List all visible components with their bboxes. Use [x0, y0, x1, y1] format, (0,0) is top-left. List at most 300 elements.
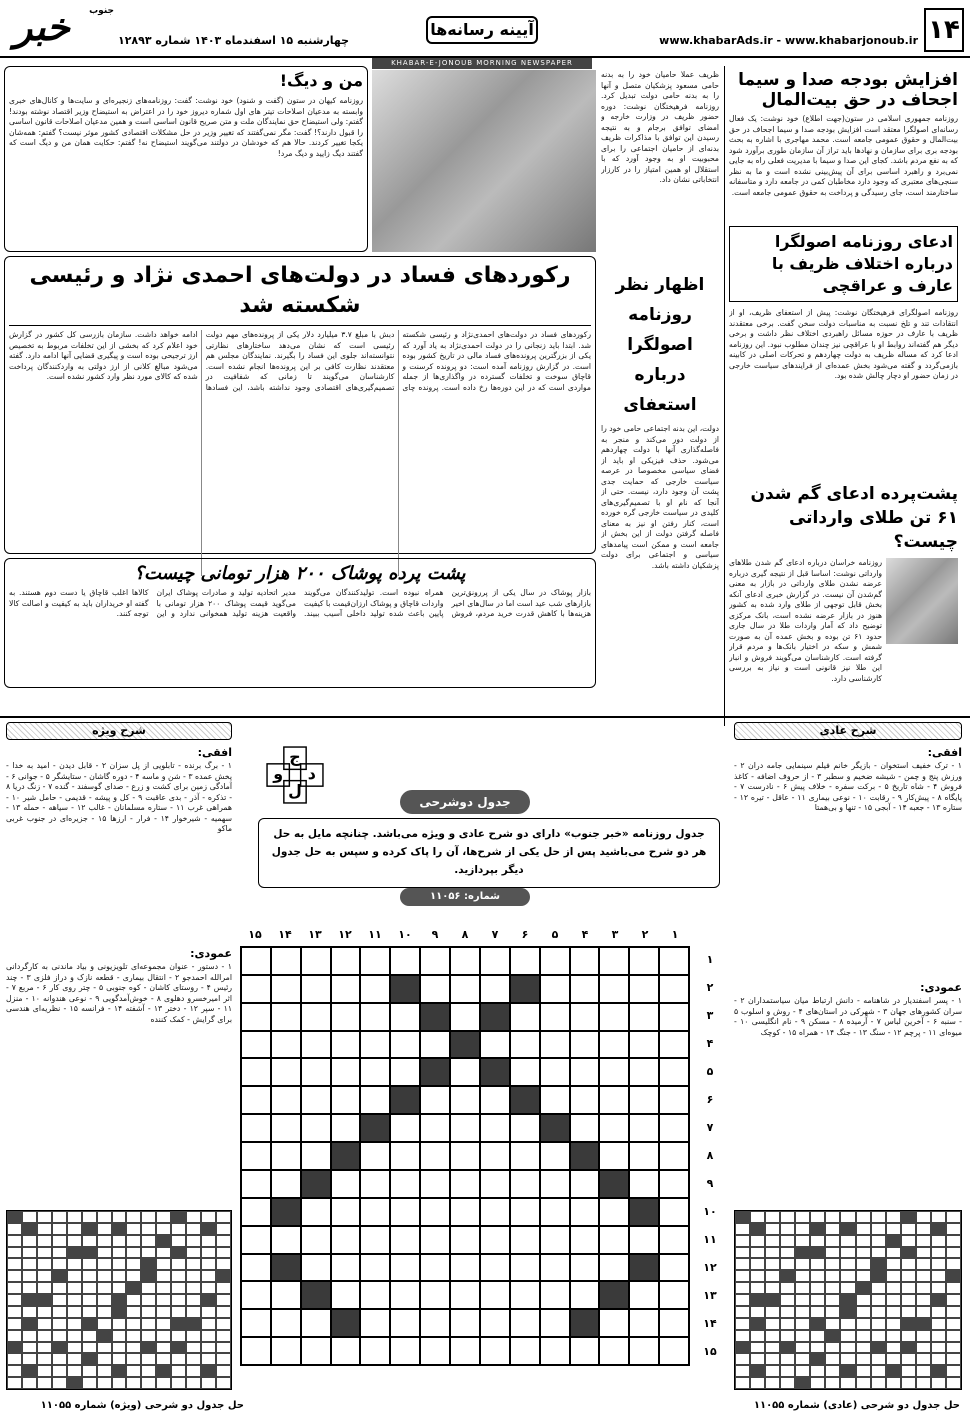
row-number: ۵	[706, 1065, 714, 1078]
grid-cell[interactable]	[659, 1309, 689, 1337]
grid-cell[interactable]	[540, 1198, 570, 1226]
mini-cell	[735, 1282, 750, 1294]
grid-cell[interactable]	[510, 1198, 540, 1226]
grid-cell[interactable]	[659, 1226, 689, 1254]
mini-cell	[795, 1342, 810, 1354]
mini-cell	[856, 1318, 871, 1330]
mini-cell	[37, 1306, 52, 1318]
mini-cell	[810, 1235, 825, 1247]
mini-cell	[856, 1294, 871, 1306]
grid-cell[interactable]	[390, 947, 420, 975]
mini-cell	[871, 1211, 886, 1223]
grid-cell[interactable]	[301, 1254, 331, 1282]
grid-cell[interactable]	[659, 1114, 689, 1142]
grid-cell[interactable]	[331, 1170, 361, 1198]
grid-cell[interactable]	[450, 1170, 480, 1198]
grid-cell[interactable]	[480, 947, 510, 975]
grid-cell[interactable]	[659, 1198, 689, 1226]
mini-cell	[112, 1211, 127, 1223]
mini-cell	[871, 1306, 886, 1318]
mini-cell	[22, 1377, 37, 1389]
grid-cell[interactable]	[450, 1058, 480, 1086]
grid-cell[interactable]	[241, 1170, 271, 1198]
grid-cell[interactable]	[450, 1142, 480, 1170]
mini-block	[901, 1247, 916, 1259]
grid-cell[interactable]	[450, 1114, 480, 1142]
grid-cell[interactable]	[659, 1058, 689, 1086]
grid-cell[interactable]	[241, 1337, 271, 1365]
mini-cell	[901, 1353, 916, 1365]
grid-cell[interactable]	[599, 1142, 629, 1170]
mini-block	[67, 1377, 82, 1389]
grid-cell[interactable]	[510, 1309, 540, 1337]
mini-cell	[901, 1294, 916, 1306]
grid-cell[interactable]	[510, 1170, 540, 1198]
mini-cell	[780, 1294, 795, 1306]
grid-cell[interactable]	[510, 1281, 540, 1309]
grid-cell[interactable]	[540, 1337, 570, 1365]
grid-cell[interactable]	[301, 947, 331, 975]
mini-cell	[171, 1377, 186, 1389]
grid-cell[interactable]	[360, 1086, 390, 1114]
grid-cell[interactable]	[271, 1281, 301, 1309]
grid-cell[interactable]	[390, 1254, 420, 1282]
grid-cell[interactable]	[629, 1142, 659, 1170]
mini-cell	[97, 1223, 112, 1235]
grid-cell[interactable]	[360, 1226, 390, 1254]
grid-cell[interactable]	[420, 1309, 450, 1337]
grid-cell[interactable]	[599, 1086, 629, 1114]
grid-cell[interactable]	[540, 1226, 570, 1254]
grid-cell[interactable]	[480, 1198, 510, 1226]
grid-cell[interactable]	[659, 1254, 689, 1282]
grid-block	[629, 1198, 659, 1226]
grid-cell[interactable]	[241, 1309, 271, 1337]
grid-cell[interactable]	[510, 1114, 540, 1142]
grid-cell[interactable]	[420, 1281, 450, 1309]
grid-cell[interactable]	[540, 1003, 570, 1031]
mini-block	[765, 1294, 780, 1306]
grid-cell[interactable]	[241, 1254, 271, 1282]
grid-cell[interactable]	[420, 1170, 450, 1198]
mini-cell	[52, 1365, 67, 1377]
grid-cell[interactable]	[570, 1281, 600, 1309]
grid-cell[interactable]	[570, 1226, 600, 1254]
grid-cell[interactable]	[480, 1031, 510, 1059]
grid-cell[interactable]	[480, 1309, 510, 1337]
grid-cell[interactable]	[659, 1337, 689, 1365]
grid-cell[interactable]	[331, 1254, 361, 1282]
grid-cell[interactable]	[480, 1170, 510, 1198]
mini-cell	[810, 1342, 825, 1354]
grid-cell[interactable]	[450, 1281, 480, 1309]
mini-cell	[871, 1294, 886, 1306]
grid-cell[interactable]	[659, 1086, 689, 1114]
grid-cell[interactable]	[331, 1031, 361, 1059]
grid-cell[interactable]	[510, 1226, 540, 1254]
mini-cell	[840, 1211, 855, 1223]
column-number: ۱	[671, 928, 679, 941]
mini-cell	[871, 1235, 886, 1247]
grid-cell[interactable]	[659, 1281, 689, 1309]
logo-letter: ج	[283, 746, 307, 770]
grid-cell[interactable]	[241, 1031, 271, 1059]
mini-cell	[186, 1330, 201, 1342]
grid-cell[interactable]	[271, 1309, 301, 1337]
grid-cell[interactable]	[570, 1337, 600, 1365]
grid-cell[interactable]	[390, 1281, 420, 1309]
grid-cell[interactable]	[241, 1058, 271, 1086]
mini-block	[735, 1211, 750, 1223]
grid-cell[interactable]	[360, 1281, 390, 1309]
grid-cell[interactable]	[629, 1337, 659, 1365]
grid-cell[interactable]	[510, 1003, 540, 1031]
grid-cell[interactable]	[629, 1170, 659, 1198]
grid-cell[interactable]	[629, 1309, 659, 1337]
grid-cell[interactable]	[540, 1254, 570, 1282]
grid-cell[interactable]	[241, 975, 271, 1003]
grid-cell[interactable]	[540, 1142, 570, 1170]
grid-cell[interactable]	[241, 1198, 271, 1226]
grid-cell[interactable]	[450, 1309, 480, 1337]
mini-cell	[67, 1318, 82, 1330]
grid-cell[interactable]	[360, 1170, 390, 1198]
grid-block	[301, 1281, 331, 1309]
grid-cell[interactable]	[480, 1142, 510, 1170]
grid-cell[interactable]	[599, 1058, 629, 1086]
grid-cell[interactable]	[480, 1337, 510, 1365]
grid-cell[interactable]	[510, 1337, 540, 1365]
mini-block	[795, 1247, 810, 1259]
grid-cell[interactable]	[301, 1142, 331, 1170]
grid-cell[interactable]	[659, 1170, 689, 1198]
grid-cell[interactable]	[599, 1198, 629, 1226]
grid-cell[interactable]	[241, 1226, 271, 1254]
mini-block	[856, 1282, 871, 1294]
grid-cell[interactable]	[301, 1003, 331, 1031]
grid-cell[interactable]	[570, 1114, 600, 1142]
grid-cell[interactable]	[390, 1003, 420, 1031]
grid-cell[interactable]	[360, 1003, 390, 1031]
grid-cell[interactable]	[360, 947, 390, 975]
mini-cell	[126, 1318, 141, 1330]
grid-cell[interactable]	[390, 1309, 420, 1337]
grid-cell[interactable]	[271, 1086, 301, 1114]
grid-cell[interactable]	[570, 1003, 600, 1031]
grid-cell[interactable]	[480, 1086, 510, 1114]
grid-cell[interactable]	[570, 1058, 600, 1086]
grid-cell[interactable]	[301, 975, 331, 1003]
mini-cell	[171, 1282, 186, 1294]
mini-cell	[916, 1306, 931, 1318]
mini-cell	[156, 1377, 171, 1389]
mini-cell	[840, 1282, 855, 1294]
grid-cell[interactable]	[540, 1281, 570, 1309]
grid-cell[interactable]	[599, 1337, 629, 1365]
grid-cell[interactable]	[510, 1142, 540, 1170]
grid-cell[interactable]	[570, 947, 600, 975]
grid-cell[interactable]	[420, 1114, 450, 1142]
grid-cell[interactable]	[450, 1254, 480, 1282]
grid-cell[interactable]	[450, 1226, 480, 1254]
grid-cell[interactable]	[659, 1031, 689, 1059]
mini-block	[840, 1365, 855, 1377]
mini-cell	[780, 1306, 795, 1318]
grid-cell[interactable]	[271, 1003, 301, 1031]
grid-cell[interactable]	[301, 1309, 331, 1337]
grid-cell[interactable]	[599, 1114, 629, 1142]
grid-cell[interactable]	[241, 1114, 271, 1142]
grid-cell[interactable]	[659, 975, 689, 1003]
mini-cell	[871, 1365, 886, 1377]
mini-cell	[916, 1211, 931, 1223]
grid-cell[interactable]	[450, 1198, 480, 1226]
mini-cell	[67, 1282, 82, 1294]
grid-cell[interactable]	[241, 1003, 271, 1031]
grid-cell[interactable]	[420, 1337, 450, 1365]
grid-cell[interactable]	[331, 1086, 361, 1114]
mini-cell	[156, 1330, 171, 1342]
grid-cell[interactable]	[540, 1031, 570, 1059]
grid-cell[interactable]	[480, 1226, 510, 1254]
grid-cell[interactable]	[420, 1086, 450, 1114]
grid-cell[interactable]	[271, 1142, 301, 1170]
mini-cell	[780, 1318, 795, 1330]
grid-cell[interactable]	[420, 1142, 450, 1170]
mini-cell	[141, 1306, 156, 1318]
grid-cell[interactable]	[390, 1198, 420, 1226]
grid-cell[interactable]	[599, 1226, 629, 1254]
grid-cell[interactable]	[331, 975, 361, 1003]
grid-cell[interactable]	[629, 1114, 659, 1142]
grid-cell[interactable]	[420, 1198, 450, 1226]
grid-cell[interactable]	[570, 1031, 600, 1059]
grid-cell[interactable]	[540, 947, 570, 975]
site-url[interactable]: www.khabarAds.ir - www.khabarjonoub.ir	[659, 34, 918, 47]
grid-cell[interactable]	[599, 1309, 629, 1337]
mini-cell	[856, 1377, 871, 1389]
grid-cell[interactable]	[510, 1254, 540, 1282]
grid-cell[interactable]	[420, 947, 450, 975]
column-number: ۴	[581, 928, 589, 941]
grid-cell[interactable]	[540, 1058, 570, 1086]
mini-cell	[126, 1270, 141, 1282]
grid-cell[interactable]	[301, 1031, 331, 1059]
grid-cell[interactable]	[629, 1031, 659, 1059]
mini-cell	[886, 1330, 901, 1342]
mini-cell	[7, 1235, 22, 1247]
mini-block	[126, 1282, 141, 1294]
mini-cell	[916, 1353, 931, 1365]
grid-cell[interactable]	[540, 1170, 570, 1198]
grid-cell[interactable]	[540, 1309, 570, 1337]
grid-cell[interactable]	[420, 975, 450, 1003]
grid-cell[interactable]	[331, 1337, 361, 1365]
mini-cell	[765, 1211, 780, 1223]
grid-cell[interactable]	[360, 1058, 390, 1086]
grid-cell[interactable]	[570, 1170, 600, 1198]
mini-block	[750, 1223, 765, 1235]
mini-cell	[795, 1282, 810, 1294]
grid-cell[interactable]	[301, 1226, 331, 1254]
grid-cell[interactable]	[331, 1114, 361, 1142]
grid-cell[interactable]	[331, 1058, 361, 1086]
grid-cell[interactable]	[450, 1337, 480, 1365]
grid-cell[interactable]	[599, 1003, 629, 1031]
grid-cell[interactable]	[331, 1226, 361, 1254]
grid-cell[interactable]	[659, 947, 689, 975]
grid-cell[interactable]	[271, 947, 301, 975]
grid-cell[interactable]	[271, 1170, 301, 1198]
grid-cell[interactable]	[570, 975, 600, 1003]
grid-cell[interactable]	[241, 1086, 271, 1114]
mini-cell	[825, 1294, 840, 1306]
mini-block	[186, 1318, 201, 1330]
mini-cell	[886, 1294, 901, 1306]
mini-cell	[946, 1330, 961, 1342]
grid-cell[interactable]	[629, 975, 659, 1003]
mini-cell	[186, 1306, 201, 1318]
grid-cell[interactable]	[450, 947, 480, 975]
grid-cell[interactable]	[331, 1198, 361, 1226]
grid-cell[interactable]	[450, 1003, 480, 1031]
row-number: ۸	[706, 1149, 714, 1162]
mini-block	[67, 1247, 82, 1259]
grid-cell[interactable]	[271, 1337, 301, 1365]
mini-cell	[795, 1306, 810, 1318]
grid-cell[interactable]	[360, 1198, 390, 1226]
grid-cell[interactable]	[360, 1337, 390, 1365]
grid-block	[331, 1309, 361, 1337]
grid-cell[interactable]	[271, 1226, 301, 1254]
grid-cell[interactable]	[390, 1114, 420, 1142]
mini-cell	[7, 1377, 22, 1389]
grid-cell[interactable]	[360, 1254, 390, 1282]
grid-cell[interactable]	[271, 975, 301, 1003]
grid-cell[interactable]	[420, 1226, 450, 1254]
grid-cell[interactable]	[450, 975, 480, 1003]
grid-cell[interactable]	[599, 947, 629, 975]
grid-cell[interactable]	[390, 1337, 420, 1365]
mini-cell	[52, 1223, 67, 1235]
grid-cell[interactable]	[301, 1337, 331, 1365]
grid-cell[interactable]	[540, 975, 570, 1003]
grid-cell[interactable]	[480, 1281, 510, 1309]
mini-cell	[97, 1294, 112, 1306]
grid-cell[interactable]	[390, 1170, 420, 1198]
grid-cell[interactable]	[360, 1031, 390, 1059]
grid-cell[interactable]	[599, 1031, 629, 1059]
main-story	[4, 256, 596, 554]
mini-cell	[52, 1211, 67, 1223]
grid-cell[interactable]	[570, 1198, 600, 1226]
mini-cell	[765, 1377, 780, 1389]
mini-cell	[7, 1247, 22, 1259]
mini-cell	[52, 1294, 67, 1306]
column-numbers	[240, 928, 690, 944]
grid-cell[interactable]	[390, 1226, 420, 1254]
mini-cell	[186, 1353, 201, 1365]
main-headline: رکوردهای فساد در دولت‌های احمدی نژاد و رئیسی شکسته شد	[9, 261, 591, 326]
grid-cell[interactable]	[480, 1114, 510, 1142]
grid-cell[interactable]	[301, 1114, 331, 1142]
grid-cell[interactable]	[599, 975, 629, 1003]
grid-cell[interactable]	[510, 1031, 540, 1059]
mini-cell	[780, 1235, 795, 1247]
grid-cell[interactable]	[480, 1254, 510, 1282]
grid-cell[interactable]	[420, 1031, 450, 1059]
mini-cell	[856, 1235, 871, 1247]
grid-cell[interactable]	[390, 1058, 420, 1086]
grid-cell[interactable]	[599, 1254, 629, 1282]
mini-cell	[825, 1258, 840, 1270]
row-number: ۱۲	[703, 1261, 717, 1274]
grid-cell[interactable]	[331, 947, 361, 975]
mini-cell	[186, 1365, 201, 1377]
grid-cell[interactable]	[390, 1031, 420, 1059]
grid-cell[interactable]	[629, 1281, 659, 1309]
grid-cell[interactable]	[510, 1058, 540, 1086]
grid-cell[interactable]	[331, 1281, 361, 1309]
grid-cell[interactable]	[271, 1031, 301, 1059]
mini-block	[201, 1223, 216, 1235]
grid-cell[interactable]	[241, 947, 271, 975]
grid-cell[interactable]	[360, 1142, 390, 1170]
grid-cell[interactable]	[629, 1058, 659, 1086]
grid-cell[interactable]	[570, 1086, 600, 1114]
mini-cell	[216, 1353, 231, 1365]
grid-cell[interactable]	[629, 947, 659, 975]
mini-block	[141, 1258, 156, 1270]
row-number: ۱۰	[703, 1205, 717, 1218]
mini-cell	[750, 1306, 765, 1318]
mini-block	[750, 1365, 765, 1377]
grid-cell[interactable]	[480, 975, 510, 1003]
grid-cell[interactable]	[540, 1086, 570, 1114]
grid-cell[interactable]	[629, 1003, 659, 1031]
grid-cell[interactable]	[271, 1058, 301, 1086]
grid-cell[interactable]	[510, 947, 540, 975]
grid-cell[interactable]	[390, 1142, 420, 1170]
grid-cell[interactable]	[241, 1281, 271, 1309]
grid-cell[interactable]	[629, 1086, 659, 1114]
mini-cell	[186, 1282, 201, 1294]
mini-cell	[97, 1353, 112, 1365]
mini-cell	[780, 1377, 795, 1389]
grid-cell[interactable]	[360, 1309, 390, 1337]
grid-cell[interactable]	[360, 975, 390, 1003]
grid-cell[interactable]	[271, 1114, 301, 1142]
grid-cell[interactable]	[301, 1058, 331, 1086]
mini-cell	[931, 1353, 946, 1365]
grid-cell[interactable]	[241, 1142, 271, 1170]
mini-cell	[201, 1377, 216, 1389]
normal-down: ۱ - پسر اسفندیار در شاهنامه - دانش ارتباط میان سیاستمداران ۲ - سران کشورهای جهان ۳ - شهرکی در استان‌های ۴ - روش و اسلوب ۵ - سنبه ۶ - آخرین لباس ۷ - آرمیده ۸ - مسکن ۹ - نام انگلیسی ۱۰ - میوه‌ای ۱۱ - پرچم ۱۲ - سنگ ۱۳ - جنگ ۱۴ - همراه ۱۵ - کوچک	[734, 996, 962, 1037]
grid-cell[interactable]	[629, 1226, 659, 1254]
mini-cell	[97, 1318, 112, 1330]
grid-cell[interactable]	[420, 1254, 450, 1282]
mini-block	[112, 1223, 127, 1235]
grid-cell[interactable]	[659, 1003, 689, 1031]
grid-cell[interactable]	[450, 1086, 480, 1114]
mini-block	[22, 1365, 37, 1377]
grid-cell[interactable]	[301, 1086, 331, 1114]
grid-cell[interactable]	[570, 1254, 600, 1282]
grid-cell[interactable]	[659, 1142, 689, 1170]
mini-cell	[37, 1330, 52, 1342]
grid-cell[interactable]	[331, 1003, 361, 1031]
grid-cell[interactable]	[301, 1198, 331, 1226]
